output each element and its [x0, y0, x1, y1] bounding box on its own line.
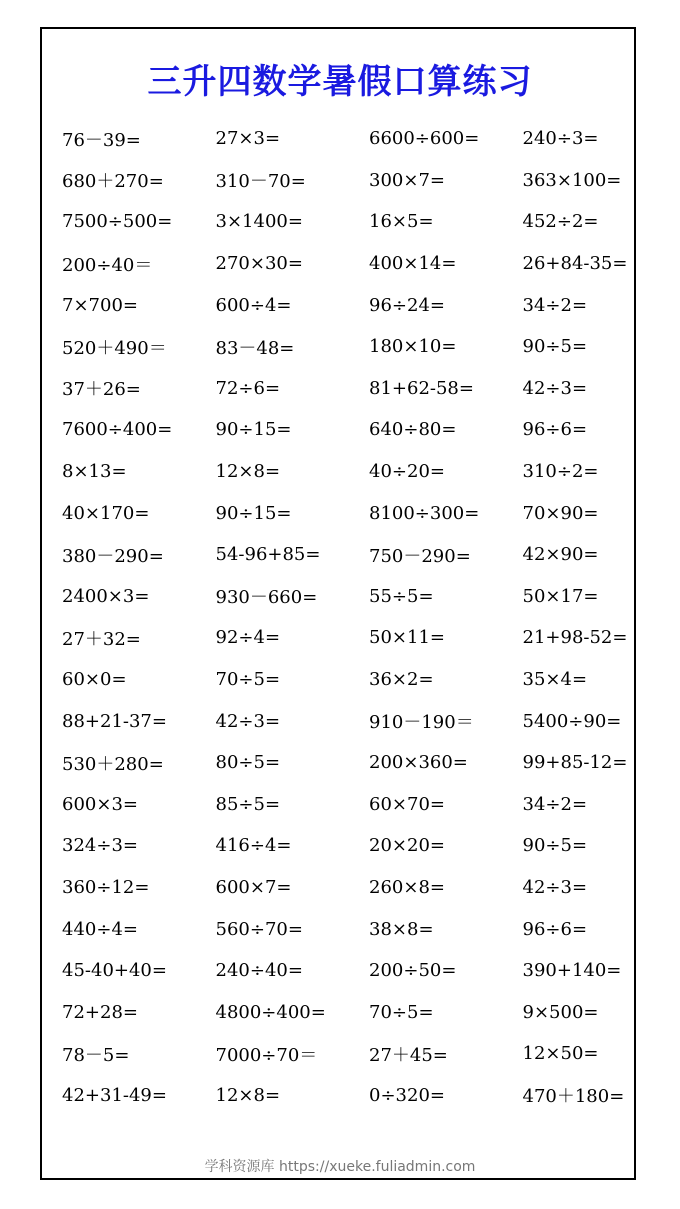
arithmetic-problem: 416÷4=	[215, 835, 292, 857]
arithmetic-problem: 96÷6=	[522, 918, 588, 940]
arithmetic-problem: 12×50=	[522, 1043, 599, 1065]
problem-row	[62, 991, 632, 1033]
arithmetic-problem: 310÷2=	[522, 461, 599, 483]
problem-row	[62, 492, 632, 534]
arithmetic-problem: 600×3=	[62, 793, 138, 815]
arithmetic-problem: 560÷70=	[215, 918, 303, 940]
problem-row	[62, 576, 632, 618]
arithmetic-problem: 54-96+85=	[215, 544, 321, 566]
arithmetic-problem: 240÷3=	[522, 128, 599, 150]
arithmetic-problem: 72+28=	[62, 1001, 138, 1023]
problem-row	[62, 534, 632, 576]
arithmetic-problem: 34÷2=	[522, 294, 588, 316]
arithmetic-problem: 90÷15=	[215, 502, 292, 524]
arithmetic-problem: 5400÷90=	[522, 710, 622, 732]
arithmetic-problem: 363×100=	[522, 169, 622, 191]
page-title: 三升四数学暑假口算练习	[147, 62, 533, 102]
arithmetic-problem: 85÷5=	[215, 793, 281, 815]
arithmetic-problem: 380－290=	[62, 545, 164, 567]
arithmetic-problem: 90÷15=	[215, 419, 292, 441]
arithmetic-problem: 21+98-52=	[522, 627, 628, 649]
arithmetic-problem: 4800÷400=	[215, 1001, 326, 1023]
arithmetic-problem: 36×2=	[369, 669, 434, 691]
problem-row	[62, 742, 632, 784]
arithmetic-problem: 40÷20=	[369, 461, 445, 483]
problem-row	[62, 243, 632, 285]
arithmetic-problem: 35×4=	[522, 669, 588, 691]
arithmetic-problem: 90÷5=	[522, 336, 588, 358]
arithmetic-problem: 55÷5=	[369, 585, 434, 607]
problem-row	[62, 160, 632, 202]
arithmetic-problem: 470＋180=	[522, 1086, 625, 1108]
arithmetic-problem: 72÷6=	[215, 377, 281, 399]
arithmetic-problem: 7×700=	[62, 294, 138, 316]
arithmetic-problem: 42×90=	[522, 544, 599, 566]
arithmetic-problem: 2400×3=	[62, 585, 150, 607]
problem-row	[62, 784, 632, 826]
arithmetic-problem: 6600÷600=	[369, 128, 480, 150]
arithmetic-problem: 452÷2=	[522, 211, 599, 233]
arithmetic-problem: 96÷6=	[522, 419, 588, 441]
arithmetic-problem: 37＋26=	[62, 379, 141, 401]
problem-row	[62, 1033, 632, 1075]
arithmetic-problem: 200÷40＝	[62, 254, 153, 276]
arithmetic-problem: 600÷4=	[215, 294, 292, 316]
problem-row	[62, 284, 632, 326]
arithmetic-problem: 80÷5=	[215, 752, 281, 774]
footer-watermark: 学科资源库 https://xueke.fuliadmin.com	[204, 1159, 476, 1175]
arithmetic-problem: 27×3=	[215, 128, 281, 150]
arithmetic-problem: 7600÷400=	[62, 419, 173, 441]
arithmetic-problem: 520＋490＝	[62, 337, 167, 359]
arithmetic-problem: 34÷2=	[522, 793, 588, 815]
arithmetic-problem: 7500÷500=	[62, 211, 173, 233]
arithmetic-problem: 310－70=	[215, 171, 306, 193]
arithmetic-problem: 42+31-49=	[62, 1084, 167, 1106]
arithmetic-problem: 40×170=	[62, 502, 150, 524]
problem-row	[62, 201, 632, 243]
arithmetic-problem: 88+21-37=	[62, 710, 167, 732]
arithmetic-problem: 90÷5=	[522, 835, 588, 857]
arithmetic-problem: 50×17=	[522, 585, 599, 607]
arithmetic-problem: 38×8=	[369, 918, 434, 940]
arithmetic-problem: 910－190＝	[369, 712, 474, 734]
arithmetic-problem: 70÷5=	[369, 1001, 434, 1023]
problem-row	[62, 1075, 632, 1117]
arithmetic-problem: 60×0=	[62, 669, 127, 691]
arithmetic-problem: 680＋270=	[62, 171, 164, 193]
problem-row	[62, 118, 632, 160]
arithmetic-problem: 930－660=	[215, 587, 318, 609]
arithmetic-problem: 270×30=	[215, 253, 303, 275]
arithmetic-problem: 600×7=	[215, 876, 292, 898]
problem-row	[62, 326, 632, 368]
arithmetic-problem: 750－290=	[369, 545, 471, 567]
problem-grid	[62, 118, 632, 1116]
problem-row	[62, 700, 632, 742]
arithmetic-problem: 42÷3=	[522, 377, 588, 399]
arithmetic-problem: 200×360=	[369, 752, 468, 774]
arithmetic-problem: 360÷12=	[62, 876, 150, 898]
arithmetic-problem: 400×14=	[369, 253, 457, 275]
arithmetic-problem: 9×500=	[522, 1001, 599, 1023]
arithmetic-problem: 530＋280=	[62, 753, 164, 775]
problem-row	[62, 451, 632, 493]
arithmetic-problem: 42÷3=	[215, 710, 281, 732]
arithmetic-problem: 27＋32=	[62, 628, 141, 650]
arithmetic-problem: 45-40+40=	[62, 960, 167, 982]
problem-row	[62, 368, 632, 410]
problem-row	[62, 950, 632, 992]
arithmetic-problem: 16×5=	[369, 211, 434, 233]
problem-row	[62, 908, 632, 950]
problem-row	[62, 409, 632, 451]
arithmetic-problem: 8100÷300=	[369, 502, 480, 524]
arithmetic-problem: 60×70=	[369, 793, 445, 815]
arithmetic-problem: 260×8=	[369, 876, 445, 898]
arithmetic-problem: 300×7=	[369, 169, 445, 191]
arithmetic-problem: 76－39=	[62, 129, 141, 151]
arithmetic-problem: 240÷40=	[215, 960, 303, 982]
arithmetic-problem: 0÷320=	[369, 1084, 445, 1106]
problem-row	[62, 617, 632, 659]
arithmetic-problem: 42÷3=	[522, 876, 588, 898]
arithmetic-problem: 99+85-12=	[522, 752, 628, 774]
arithmetic-problem: 390+140=	[522, 960, 622, 982]
problem-row	[62, 867, 632, 909]
arithmetic-problem: 81+62-58=	[369, 377, 474, 399]
arithmetic-problem: 440÷4=	[62, 918, 138, 940]
arithmetic-problem: 78－5=	[62, 1044, 130, 1066]
arithmetic-problem: 12×8=	[215, 1084, 281, 1106]
arithmetic-problem: 12×8=	[215, 461, 281, 483]
arithmetic-problem: 20×20=	[369, 835, 445, 857]
arithmetic-problem: 640÷80=	[369, 419, 457, 441]
arithmetic-problem: 83－48=	[215, 337, 295, 359]
arithmetic-problem: 26+84-35=	[522, 253, 628, 275]
arithmetic-problem: 96÷24=	[369, 294, 445, 316]
arithmetic-problem: 70÷5=	[215, 669, 281, 691]
arithmetic-problem: 7000÷70＝	[215, 1044, 318, 1066]
problem-row	[62, 659, 632, 701]
arithmetic-problem: 70×90=	[522, 502, 599, 524]
arithmetic-problem: 27＋45=	[369, 1044, 448, 1066]
arithmetic-problem: 180×10=	[369, 336, 457, 358]
problem-row	[62, 825, 632, 867]
arithmetic-problem: 92÷4=	[215, 627, 281, 649]
arithmetic-problem: 8×13=	[62, 461, 127, 483]
arithmetic-problem: 3×1400=	[215, 211, 303, 233]
arithmetic-problem: 50×11=	[369, 627, 445, 649]
arithmetic-problem: 200÷50=	[369, 960, 457, 982]
arithmetic-problem: 324÷3=	[62, 835, 138, 857]
